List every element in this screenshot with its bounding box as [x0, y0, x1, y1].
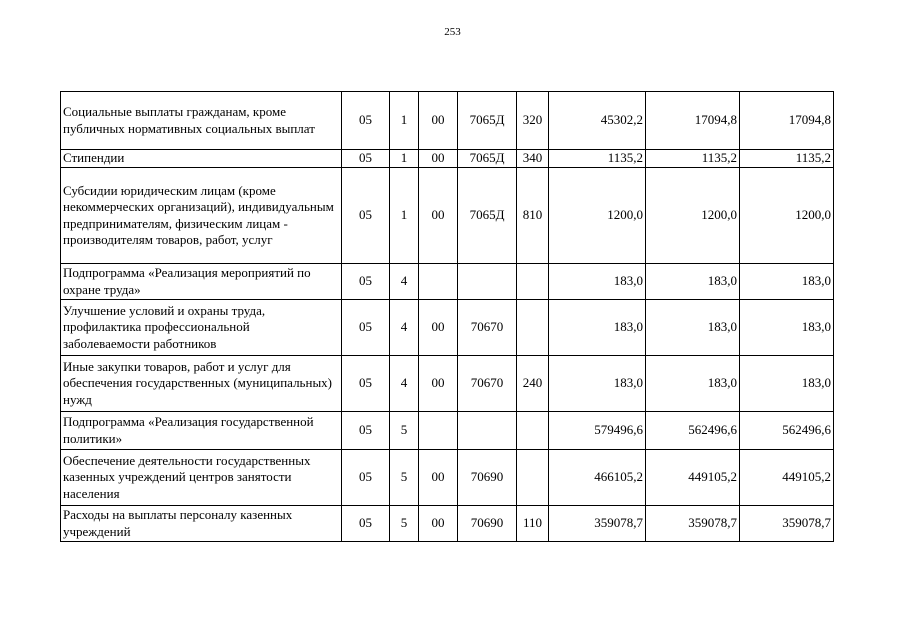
section-code: 05: [342, 412, 390, 450]
expense-type-code: 810: [517, 168, 549, 264]
amount-1: 359078,7: [549, 506, 646, 542]
table-row: [61, 264, 834, 300]
amount-3: 183,0: [740, 264, 834, 300]
expense-type-code: [517, 450, 549, 506]
subprogram-code: 00: [419, 150, 458, 168]
target-article-code: 70670: [458, 356, 517, 412]
amount-2: 183,0: [646, 300, 740, 356]
row-name: Обеспечение деятельности государственных казенных учреждений центров занятости населения: [61, 450, 342, 506]
target-article-code: 7065Д: [458, 92, 517, 150]
amount-1: 183,0: [549, 356, 646, 412]
expense-type-code: [517, 264, 549, 300]
amount-2: 1200,0: [646, 168, 740, 264]
section-code: 05: [342, 450, 390, 506]
amount-1: 579496,6: [549, 412, 646, 450]
amount-3: 183,0: [740, 356, 834, 412]
expense-type-code: 240: [517, 356, 549, 412]
subprogram-code: 00: [419, 356, 458, 412]
amount-1: 45302,2: [549, 92, 646, 150]
amount-3: 449105,2: [740, 450, 834, 506]
section-code: 05: [342, 300, 390, 356]
target-article-code: 70690: [458, 506, 517, 542]
row-name: Стипендии: [61, 150, 342, 168]
subprogram-code: 00: [419, 92, 458, 150]
expense-type-code: [517, 300, 549, 356]
target-article-code: 70670: [458, 300, 517, 356]
subsection-code: 5: [390, 412, 419, 450]
amount-2: 449105,2: [646, 450, 740, 506]
row-name: Улучшение условий и охраны труда, профилактика профессиональной заболеваемости работников: [61, 300, 342, 356]
amount-1: 183,0: [549, 300, 646, 356]
subsection-code: 1: [390, 150, 419, 168]
amount-2: 17094,8: [646, 92, 740, 150]
amount-3: 1135,2: [740, 150, 834, 168]
subsection-code: 4: [390, 264, 419, 300]
section-code: 05: [342, 150, 390, 168]
table-row: [61, 300, 834, 356]
section-code: 05: [342, 168, 390, 264]
amount-1: 183,0: [549, 264, 646, 300]
amount-3: 183,0: [740, 300, 834, 356]
subsection-code: 1: [390, 92, 419, 150]
amount-2: 1135,2: [646, 150, 740, 168]
subprogram-code: 00: [419, 300, 458, 356]
row-name: Подпрограмма «Реализация мероприятий по охране труда»: [61, 264, 342, 300]
amount-2: 359078,7: [646, 506, 740, 542]
expense-type-code: 320: [517, 92, 549, 150]
subprogram-code: [419, 264, 458, 300]
table-row: [61, 450, 834, 506]
amount-3: 359078,7: [740, 506, 834, 542]
section-code: 05: [342, 506, 390, 542]
subprogram-code: 00: [419, 450, 458, 506]
table-row: [61, 150, 834, 168]
amount-2: 183,0: [646, 356, 740, 412]
target-article-code: 7065Д: [458, 168, 517, 264]
row-name: Социальные выплаты гражданам, кроме публичных нормативных социальных выплат: [61, 92, 342, 150]
amount-3: 1200,0: [740, 168, 834, 264]
subprogram-code: 00: [419, 168, 458, 264]
amount-1: 1200,0: [549, 168, 646, 264]
section-code: 05: [342, 356, 390, 412]
amount-3: 17094,8: [740, 92, 834, 150]
subprogram-code: 00: [419, 506, 458, 542]
section-code: 05: [342, 264, 390, 300]
row-name: Расходы на выплаты персоналу казенных учреждений: [61, 506, 342, 542]
table-row: [61, 412, 834, 450]
table-row: [61, 506, 834, 542]
subsection-code: 5: [390, 506, 419, 542]
amount-1: 1135,2: [549, 150, 646, 168]
amount-1: 466105,2: [549, 450, 646, 506]
section-code: 05: [342, 92, 390, 150]
target-article-code: 7065Д: [458, 150, 517, 168]
page-number: 253: [444, 26, 461, 38]
target-article-code: [458, 264, 517, 300]
amount-3: 562496,6: [740, 412, 834, 450]
subsection-code: 5: [390, 450, 419, 506]
target-article-code: 70690: [458, 450, 517, 506]
subsection-code: 4: [390, 356, 419, 412]
subsection-code: 4: [390, 300, 419, 356]
subsection-code: 1: [390, 168, 419, 264]
amount-2: 562496,6: [646, 412, 740, 450]
amount-2: 183,0: [646, 264, 740, 300]
target-article-code: [458, 412, 517, 450]
table-row: [61, 92, 834, 150]
subprogram-code: [419, 412, 458, 450]
row-name: Иные закупки товаров, работ и услуг для обеспечения государственных (муниципальных) нужд: [61, 356, 342, 412]
budget-table: [60, 91, 834, 542]
expense-type-code: 340: [517, 150, 549, 168]
expense-type-code: 110: [517, 506, 549, 542]
row-name: Субсидии юридическим лицам (кроме некоммерческих организаций), индивидуальным предпринимателям, физическим лицам - производителям товаров, работ, услуг: [61, 168, 342, 264]
row-name: Подпрограмма «Реализация государственной политики»: [61, 412, 342, 450]
table-row: [61, 168, 834, 264]
table-row: [61, 356, 834, 412]
expense-type-code: [517, 412, 549, 450]
